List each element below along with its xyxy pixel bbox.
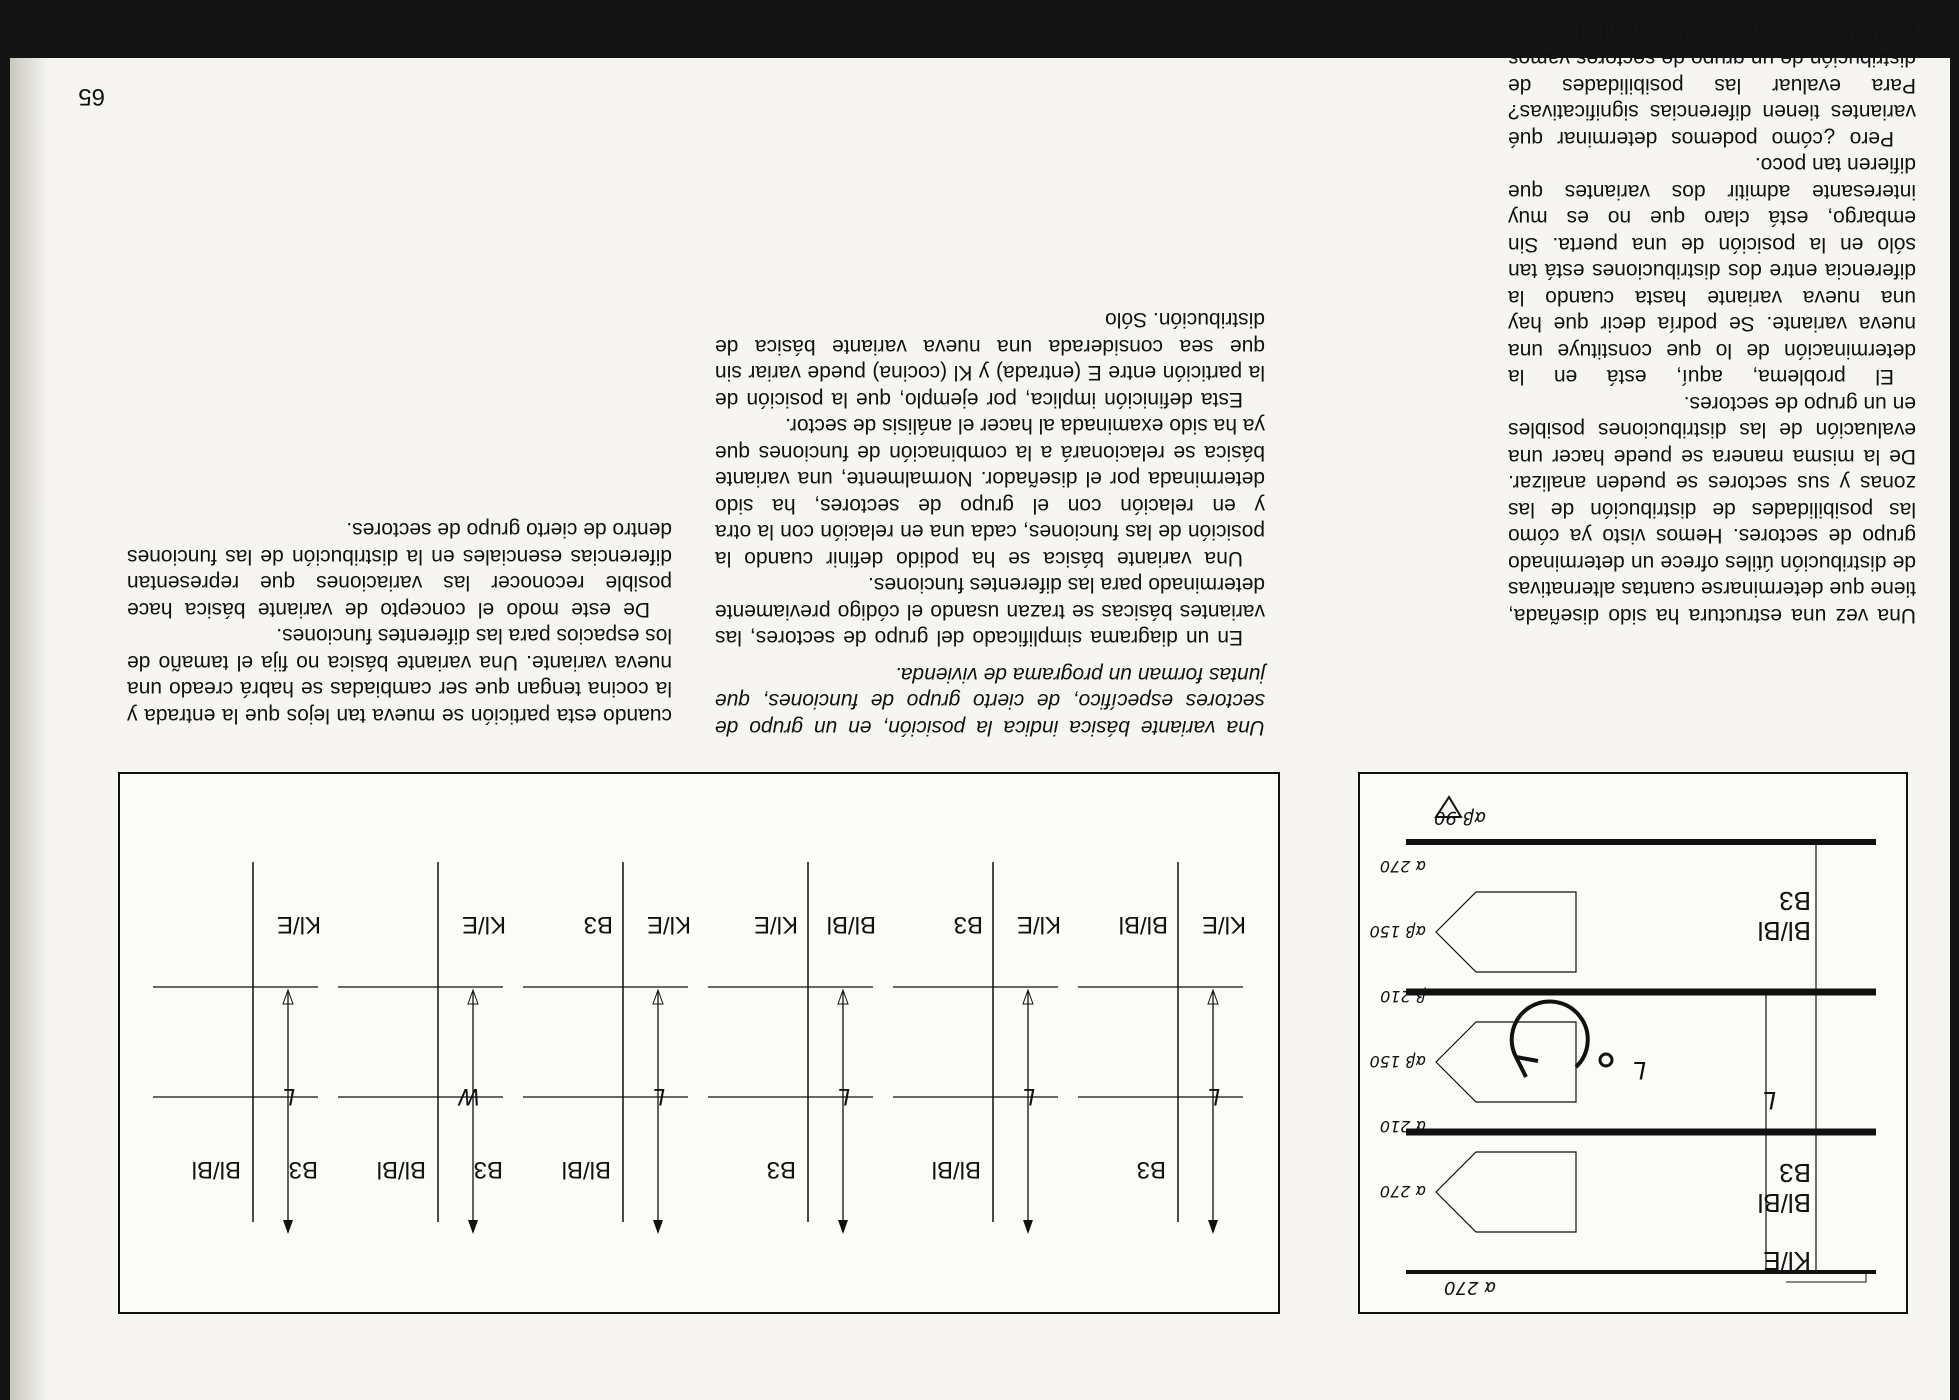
- paragraph: cuando esta partición se mueva tan lejos que la entrada y la cocina tengan que ser cambiadas se habrá creado una nueva variante. Una variante básica no fija el tamaño de los espacios para las diferentes funciones.: [127, 624, 672, 727]
- variant-marker: L: [837, 1083, 850, 1108]
- variant-diagram: [893, 862, 1061, 1234]
- variant-label: Kl/E: [1201, 911, 1246, 938]
- variant-marker: L: [1022, 1083, 1035, 1108]
- paragraph: Una vez una estructura ha sido diseñada, tiene que determinarse cuantas alternativas de distribución útiles ofrece un determinado grupo de sectores. Hemos visto ya cómo las posibilidades de distribución de las zonas y sus sectores se pueden analizar. De la misma manera se puede hacer una evaluación de las distribuciones posibles en un grupo de sectores.: [1508, 392, 1916, 627]
- room-label: B3: [1779, 886, 1811, 916]
- paragraph: Una variante básica se ha podido definir cuando la posición de las funciones, cada una en relación con la otra y en relación con el grupo de sectores, ha sido determinada por el diseñador. Normalmente, una variante básica se relacionará a la combinación de funciones que ya ha sido examinada al hacer el análisis de sector.: [715, 414, 1265, 570]
- variant-label: Kl/E: [753, 911, 798, 938]
- variant-label: B3: [288, 1156, 318, 1183]
- arrow-head: [1023, 1220, 1033, 1234]
- page-number: 65: [78, 83, 105, 110]
- variants-figure: [118, 772, 1280, 1314]
- italic-definition: Una variante básica indica la posición, en un grupo de sectores específico, de cierto grupo de funciones, que juntas forman un programa de vivienda.: [715, 663, 1265, 739]
- room-label: Bl/Bl: [1757, 1188, 1811, 1218]
- text-column-1: [1508, 19, 1916, 629]
- paragraph: En un diagrama simplificado del grupo de sectores, las variantes básicas se trazan usando el código previamente determinado para las diferentes funciones.: [715, 573, 1265, 650]
- variant-diagram: [338, 862, 506, 1234]
- variant-diagram: [708, 862, 876, 1234]
- variant-label: B3: [473, 1156, 503, 1183]
- variant-marker: L: [1207, 1083, 1220, 1108]
- variant-label: Bl/Bl: [376, 1156, 426, 1183]
- sector-plan-figure: [1358, 772, 1908, 1314]
- room-label: Bl/Bl: [1757, 916, 1811, 946]
- zone-label: α 270: [1444, 1277, 1496, 1298]
- binding-shadow: [10, 58, 50, 1400]
- book-page: [10, 21, 1950, 1400]
- zone-label: αβ 150: [1369, 1052, 1426, 1071]
- variant-label: Bl/Bl: [826, 911, 876, 938]
- text-column-3: [127, 516, 672, 728]
- zone-label: α 270: [1379, 857, 1426, 876]
- variant-marker: W: [458, 1083, 480, 1108]
- page-content-rotated: [10, 21, 1950, 1400]
- sector-shape: [1436, 1152, 1576, 1232]
- arrow-head: [1208, 1220, 1218, 1234]
- paragraph: Pero ¿cómo podemos determinar qué variantes tienen diferencias significativas? Para evaluar las posibilidades de distribución de un grupo de sectores vamos a introducir el concepto de variante básica.: [1508, 21, 1916, 150]
- paragraph: El problema, aquí, está en la determinación de lo que constituye una nueva variante. Se podría decir que hay una nueva variante hasta cuando la diferencia entre dos distribuciones está tan sólo en la posición de una puerta. Sin embargo, está claro que no es muy interesante admitir dos variantes que difieren tan poco.: [1508, 153, 1916, 389]
- zone-label: α 270: [1379, 1182, 1426, 1201]
- variant-label: Bl/Bl: [1118, 911, 1168, 938]
- variant-label: Bl/Bl: [191, 1156, 241, 1183]
- variant-marker: L: [282, 1083, 295, 1108]
- zone-label: β 210: [1380, 987, 1426, 1006]
- marker-L: L: [1762, 1086, 1776, 1114]
- variant-label: B3: [766, 1156, 796, 1183]
- arrow-head: [468, 1220, 478, 1234]
- variant-diagram: [1078, 862, 1246, 1234]
- variant-marker: L: [652, 1083, 665, 1108]
- variant-label: Kl/E: [646, 911, 691, 938]
- arrow-head: [283, 1220, 293, 1234]
- variant-label: B3: [953, 911, 983, 938]
- arrow-head: [653, 1220, 663, 1234]
- variants-drawing: [120, 774, 1278, 1312]
- paragraph: De este modo el concepto de variante básica hace posible reconocer las variaciones que representan diferencias esenciales en la distribución de las funciones dentro de cierto grupo de sectores.: [127, 518, 672, 621]
- variant-diagram: [523, 862, 691, 1234]
- variant-label: B3: [583, 911, 613, 938]
- variant-label: Bl/Bl: [931, 1156, 981, 1183]
- room-label: B3: [1779, 1158, 1811, 1188]
- sector-shape: [1436, 1022, 1576, 1102]
- variant-label: B3: [1136, 1156, 1166, 1183]
- marker-L: L: [1632, 1056, 1646, 1084]
- text-column-2: [715, 306, 1265, 740]
- variant-label: Kl/E: [461, 911, 506, 938]
- variant-label: Bl/Bl: [561, 1156, 611, 1183]
- room-label: Kl/E: [1763, 1246, 1811, 1276]
- variant-label: Kl/E: [276, 911, 321, 938]
- sector-shape: [1436, 892, 1576, 972]
- zone-label: αβ 90: [1434, 807, 1486, 828]
- variant-label: Kl/E: [1016, 911, 1061, 938]
- paragraph: Esta definición implica, por ejemplo, que la posición de la partición entre E (entrada) y Kl (cocina) puede variar sin que sea considerada una nueva variante básica de distribución. Sólo: [715, 308, 1265, 411]
- arrow-head: [838, 1220, 848, 1234]
- sector-plan-drawing: [1360, 774, 1906, 1312]
- variant-diagram: [153, 862, 321, 1234]
- zone-label: α 210: [1379, 1117, 1426, 1136]
- zone-label: αβ 150: [1369, 922, 1426, 941]
